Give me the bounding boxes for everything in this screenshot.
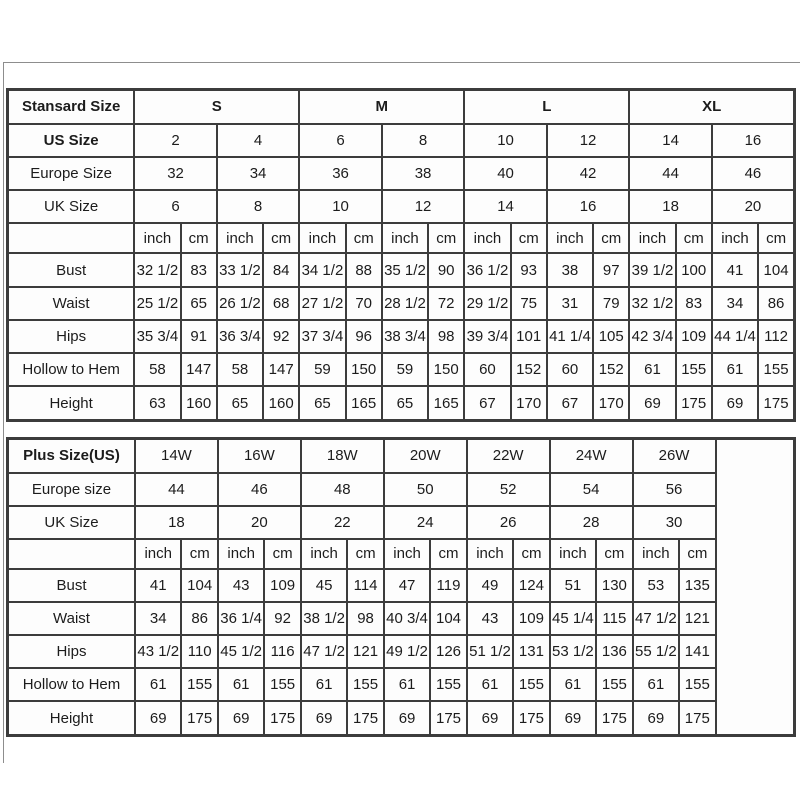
measure-row	[8, 253, 795, 286]
unit-inch-cell: inch	[299, 223, 345, 253]
size-cell: 36	[299, 157, 382, 190]
measure-value-cell: 175	[679, 701, 715, 735]
measure-value-cell: 67	[464, 386, 510, 420]
unit-inch-cell: inch	[550, 539, 597, 569]
measure-value-cell: 92	[264, 602, 300, 635]
measure-value-cell: 86	[758, 287, 794, 320]
unit-cm-cell: cm	[758, 223, 794, 253]
size-cell: 20	[712, 190, 795, 223]
size-cell: 8	[382, 124, 465, 157]
measure-value-cell: 47 1/2	[301, 635, 348, 668]
measure-value-cell: 69	[135, 701, 182, 735]
measure-value-cell: 98	[428, 320, 464, 353]
measure-value-cell: 41	[712, 253, 758, 286]
size-cell: 32	[134, 157, 217, 190]
row-label: Waist	[8, 287, 135, 320]
measure-value-cell: 28 1/2	[382, 287, 428, 320]
size-cell: 54	[550, 473, 633, 506]
measure-row	[8, 668, 795, 701]
size-group-cell: S	[134, 90, 299, 124]
measure-value-cell: 160	[263, 386, 299, 420]
measure-row	[8, 386, 795, 420]
header-row	[8, 439, 795, 473]
size-cell: 16W	[218, 439, 301, 473]
size-group-cell: L	[464, 90, 629, 124]
measure-value-cell: 61	[384, 668, 431, 701]
unit-inch-cell: inch	[384, 539, 431, 569]
size-cell: 18W	[301, 439, 384, 473]
unit-inch-cell: inch	[135, 539, 182, 569]
size-cell: 56	[633, 473, 716, 506]
measure-value-cell: 150	[428, 353, 464, 386]
measure-value-cell: 152	[511, 353, 547, 386]
row-label: Bust	[8, 569, 135, 602]
header-row	[8, 90, 795, 124]
row-label: UK Size	[8, 506, 135, 539]
measure-value-cell: 41 1/4	[547, 320, 593, 353]
measure-value-cell: 38 3/4	[382, 320, 428, 353]
size-cell: 28	[550, 506, 633, 539]
size-cell: 38	[382, 157, 465, 190]
size-cell: 50	[384, 473, 467, 506]
size-cell: 44	[629, 157, 712, 190]
measure-row	[8, 353, 795, 386]
unit-cm-cell: cm	[596, 539, 632, 569]
measure-value-cell: 60	[547, 353, 593, 386]
measure-value-cell: 61	[712, 353, 758, 386]
size-cell: 26W	[633, 439, 716, 473]
unit-cm-cell: cm	[181, 223, 217, 253]
measure-value-cell: 45	[301, 569, 348, 602]
unit-cm-cell: cm	[679, 539, 715, 569]
measure-value-cell: 121	[347, 635, 383, 668]
measure-value-cell: 100	[676, 253, 712, 286]
measure-value-cell: 45 1/2	[218, 635, 265, 668]
row-label: Hollow to Hem	[8, 668, 135, 701]
measure-value-cell: 141	[679, 635, 715, 668]
size-cell: 6	[299, 124, 382, 157]
size-cell: 30	[633, 506, 716, 539]
measure-value-cell: 115	[596, 602, 632, 635]
unit-cm-cell: cm	[511, 223, 547, 253]
row-label: Height	[8, 701, 135, 735]
size-cell: 46	[712, 157, 795, 190]
row-label: Waist	[8, 602, 135, 635]
measure-value-cell: 61	[629, 353, 675, 386]
measure-value-cell: 61	[633, 668, 680, 701]
measure-value-cell: 69	[550, 701, 597, 735]
unit-cm-cell: cm	[347, 539, 383, 569]
measure-value-cell: 112	[758, 320, 794, 353]
size-cell: 10	[464, 124, 547, 157]
measure-value-cell: 36 1/2	[464, 253, 510, 286]
measure-value-cell: 25 1/2	[134, 287, 180, 320]
row-label: US Size	[8, 124, 135, 157]
measure-value-cell: 83	[181, 253, 217, 286]
size-cell: 24W	[550, 439, 633, 473]
unit-cm-cell: cm	[346, 223, 382, 253]
measure-value-cell: 175	[264, 701, 300, 735]
unit-cm-cell: cm	[430, 539, 466, 569]
measure-row	[8, 569, 795, 602]
measure-value-cell: 155	[264, 668, 300, 701]
measure-value-cell: 109	[676, 320, 712, 353]
measure-value-cell: 96	[346, 320, 382, 353]
measure-value-cell: 34	[712, 287, 758, 320]
measure-value-cell: 49 1/2	[384, 635, 431, 668]
measure-value-cell: 109	[264, 569, 300, 602]
measure-value-cell: 124	[513, 569, 549, 602]
measure-value-cell: 44 1/4	[712, 320, 758, 353]
measure-value-cell: 136	[596, 635, 632, 668]
measure-value-cell: 61	[550, 668, 597, 701]
measure-value-cell: 69	[301, 701, 348, 735]
measure-value-cell: 34	[135, 602, 182, 635]
measure-value-cell: 91	[181, 320, 217, 353]
measure-value-cell: 83	[676, 287, 712, 320]
measure-value-cell: 69	[218, 701, 265, 735]
measure-value-cell: 39 3/4	[464, 320, 510, 353]
size-cell: 24	[384, 506, 467, 539]
unit-inch-cell: inch	[301, 539, 348, 569]
unit-cm-cell: cm	[264, 539, 300, 569]
measure-value-cell: 155	[181, 668, 217, 701]
measure-value-cell: 119	[430, 569, 466, 602]
row-label	[8, 223, 135, 253]
empty-column-cell	[716, 439, 795, 736]
measure-value-cell: 170	[593, 386, 629, 420]
row-label: Europe size	[8, 473, 135, 506]
size-cell: 20W	[384, 439, 467, 473]
measure-value-cell: 51	[550, 569, 597, 602]
measure-value-cell: 155	[430, 668, 466, 701]
row-label	[8, 539, 135, 569]
measure-value-cell: 43 1/2	[135, 635, 182, 668]
measure-value-cell: 31	[547, 287, 593, 320]
measure-value-cell: 36 1/4	[218, 602, 265, 635]
measure-value-cell: 116	[264, 635, 300, 668]
measure-value-cell: 51 1/2	[467, 635, 514, 668]
measure-value-cell: 110	[181, 635, 217, 668]
unit-cm-cell: cm	[593, 223, 629, 253]
measure-value-cell: 68	[263, 287, 299, 320]
measure-value-cell: 49	[467, 569, 514, 602]
row-label: Stansard Size	[8, 90, 135, 124]
measure-row	[8, 635, 795, 668]
measure-value-cell: 42 3/4	[629, 320, 675, 353]
size-cell: 14	[464, 190, 547, 223]
measure-value-cell: 147	[263, 353, 299, 386]
measure-value-cell: 92	[263, 320, 299, 353]
unit-cm-cell: cm	[513, 539, 549, 569]
unit-inch-cell: inch	[217, 223, 263, 253]
measure-value-cell: 29 1/2	[464, 287, 510, 320]
unit-cm-cell: cm	[676, 223, 712, 253]
measure-value-cell: 131	[513, 635, 549, 668]
measure-value-cell: 39 1/2	[629, 253, 675, 286]
unit-inch-cell: inch	[218, 539, 265, 569]
measure-value-cell: 175	[181, 701, 217, 735]
measure-value-cell: 150	[346, 353, 382, 386]
unit-row	[8, 223, 795, 253]
measure-value-cell: 130	[596, 569, 632, 602]
measure-value-cell: 26 1/2	[217, 287, 263, 320]
measure-value-cell: 63	[134, 386, 180, 420]
measure-value-cell: 98	[347, 602, 383, 635]
measure-value-cell: 36 3/4	[217, 320, 263, 353]
size-group-cell: M	[299, 90, 464, 124]
standard-size-table-container	[6, 88, 796, 422]
size-cell: 16	[547, 190, 630, 223]
measure-value-cell: 126	[430, 635, 466, 668]
measure-value-cell: 152	[593, 353, 629, 386]
measure-value-cell: 55 1/2	[633, 635, 680, 668]
measure-value-cell: 58	[217, 353, 263, 386]
header-row	[8, 506, 795, 539]
measure-row	[8, 320, 795, 353]
measure-value-cell: 121	[679, 602, 715, 635]
measure-value-cell: 43	[467, 602, 514, 635]
measure-value-cell: 60	[464, 353, 510, 386]
measure-value-cell: 114	[347, 569, 383, 602]
measure-value-cell: 41	[135, 569, 182, 602]
measure-value-cell: 84	[263, 253, 299, 286]
measure-value-cell: 175	[758, 386, 794, 420]
size-cell: 40	[464, 157, 547, 190]
measure-value-cell: 53	[633, 569, 680, 602]
unit-row	[8, 539, 795, 569]
measure-row	[8, 287, 795, 320]
row-label: Hollow to Hem	[8, 353, 135, 386]
unit-cm-cell: cm	[181, 539, 217, 569]
unit-inch-cell: inch	[382, 223, 428, 253]
measure-value-cell: 32 1/2	[629, 287, 675, 320]
measure-value-cell: 65	[181, 287, 217, 320]
measure-value-cell: 35 3/4	[134, 320, 180, 353]
measure-value-cell: 155	[347, 668, 383, 701]
measure-value-cell: 160	[181, 386, 217, 420]
measure-value-cell: 47	[384, 569, 431, 602]
row-label: Height	[8, 386, 135, 420]
measure-value-cell: 97	[593, 253, 629, 286]
measure-value-cell: 147	[181, 353, 217, 386]
measure-value-cell: 175	[676, 386, 712, 420]
size-cell: 16	[712, 124, 795, 157]
unit-cm-cell: cm	[263, 223, 299, 253]
measure-value-cell: 35 1/2	[382, 253, 428, 286]
measure-value-cell: 47 1/2	[633, 602, 680, 635]
size-cell: 14	[629, 124, 712, 157]
measure-value-cell: 104	[181, 569, 217, 602]
measure-value-cell: 65	[299, 386, 345, 420]
unit-inch-cell: inch	[633, 539, 680, 569]
measure-value-cell: 61	[467, 668, 514, 701]
measure-value-cell: 65	[217, 386, 263, 420]
unit-inch-cell: inch	[464, 223, 510, 253]
row-label: Europe Size	[8, 157, 135, 190]
measure-value-cell: 59	[382, 353, 428, 386]
measure-value-cell: 155	[758, 353, 794, 386]
measure-value-cell: 175	[347, 701, 383, 735]
measure-value-cell: 155	[513, 668, 549, 701]
measure-value-cell: 33 1/2	[217, 253, 263, 286]
measure-value-cell: 58	[134, 353, 180, 386]
row-label: Plus Size(US)	[8, 439, 135, 473]
unit-cm-cell: cm	[428, 223, 464, 253]
size-cell: 2	[134, 124, 217, 157]
size-cell: 22	[301, 506, 384, 539]
size-cell: 18	[135, 506, 218, 539]
measure-value-cell: 86	[181, 602, 217, 635]
size-cell: 20	[218, 506, 301, 539]
measure-value-cell: 43	[218, 569, 265, 602]
measure-value-cell: 69	[712, 386, 758, 420]
measure-value-cell: 175	[596, 701, 632, 735]
measure-row	[8, 602, 795, 635]
size-cell: 22W	[467, 439, 550, 473]
measure-value-cell: 165	[346, 386, 382, 420]
size-cell: 12	[382, 190, 465, 223]
size-cell: 34	[217, 157, 300, 190]
measure-value-cell: 101	[511, 320, 547, 353]
header-row	[8, 124, 795, 157]
measure-value-cell: 175	[430, 701, 466, 735]
size-cell: 42	[547, 157, 630, 190]
measure-value-cell: 61	[135, 668, 182, 701]
size-cell: 6	[134, 190, 217, 223]
measure-value-cell: 69	[384, 701, 431, 735]
measure-value-cell: 40 3/4	[384, 602, 431, 635]
standard-size-table	[6, 88, 796, 422]
measure-value-cell: 79	[593, 287, 629, 320]
measure-value-cell: 105	[593, 320, 629, 353]
measure-value-cell: 155	[679, 668, 715, 701]
measure-value-cell: 175	[513, 701, 549, 735]
size-cell: 44	[135, 473, 218, 506]
plus-size-table	[6, 437, 796, 737]
measure-value-cell: 155	[596, 668, 632, 701]
measure-value-cell: 38 1/2	[301, 602, 348, 635]
size-group-cell: XL	[629, 90, 794, 124]
row-label: Hips	[8, 320, 135, 353]
unit-inch-cell: inch	[629, 223, 675, 253]
measure-value-cell: 70	[346, 287, 382, 320]
measure-value-cell: 67	[547, 386, 593, 420]
measure-row	[8, 701, 795, 735]
plus-size-table-container	[6, 437, 796, 737]
size-cell: 48	[301, 473, 384, 506]
unit-inch-cell: inch	[134, 223, 180, 253]
measure-value-cell: 69	[633, 701, 680, 735]
measure-value-cell: 69	[467, 701, 514, 735]
measure-value-cell: 165	[428, 386, 464, 420]
unit-inch-cell: inch	[547, 223, 593, 253]
size-cell: 12	[547, 124, 630, 157]
measure-value-cell: 104	[430, 602, 466, 635]
size-cell: 8	[217, 190, 300, 223]
measure-value-cell: 53 1/2	[550, 635, 597, 668]
measure-value-cell: 170	[511, 386, 547, 420]
row-label: UK Size	[8, 190, 135, 223]
measure-value-cell: 69	[629, 386, 675, 420]
unit-inch-cell: inch	[467, 539, 514, 569]
measure-value-cell: 32 1/2	[134, 253, 180, 286]
measure-value-cell: 135	[679, 569, 715, 602]
size-cell: 4	[217, 124, 300, 157]
measure-value-cell: 61	[218, 668, 265, 701]
size-cell: 10	[299, 190, 382, 223]
size-cell: 52	[467, 473, 550, 506]
measure-value-cell: 93	[511, 253, 547, 286]
measure-value-cell: 88	[346, 253, 382, 286]
measure-value-cell: 65	[382, 386, 428, 420]
measure-value-cell: 38	[547, 253, 593, 286]
header-row	[8, 190, 795, 223]
size-cell: 18	[629, 190, 712, 223]
measure-value-cell: 72	[428, 287, 464, 320]
unit-inch-cell: inch	[712, 223, 758, 253]
measure-value-cell: 109	[513, 602, 549, 635]
measure-value-cell: 75	[511, 287, 547, 320]
measure-value-cell: 59	[299, 353, 345, 386]
measure-value-cell: 37 3/4	[299, 320, 345, 353]
row-label: Hips	[8, 635, 135, 668]
measure-value-cell: 34 1/2	[299, 253, 345, 286]
header-row	[8, 473, 795, 506]
size-cell: 46	[218, 473, 301, 506]
size-cell: 14W	[135, 439, 218, 473]
measure-value-cell: 27 1/2	[299, 287, 345, 320]
measure-value-cell: 45 1/4	[550, 602, 597, 635]
measure-value-cell: 61	[301, 668, 348, 701]
row-label: Bust	[8, 253, 135, 286]
size-cell: 26	[467, 506, 550, 539]
measure-value-cell: 104	[758, 253, 794, 286]
measure-value-cell: 90	[428, 253, 464, 286]
measure-value-cell: 155	[676, 353, 712, 386]
header-row	[8, 157, 795, 190]
